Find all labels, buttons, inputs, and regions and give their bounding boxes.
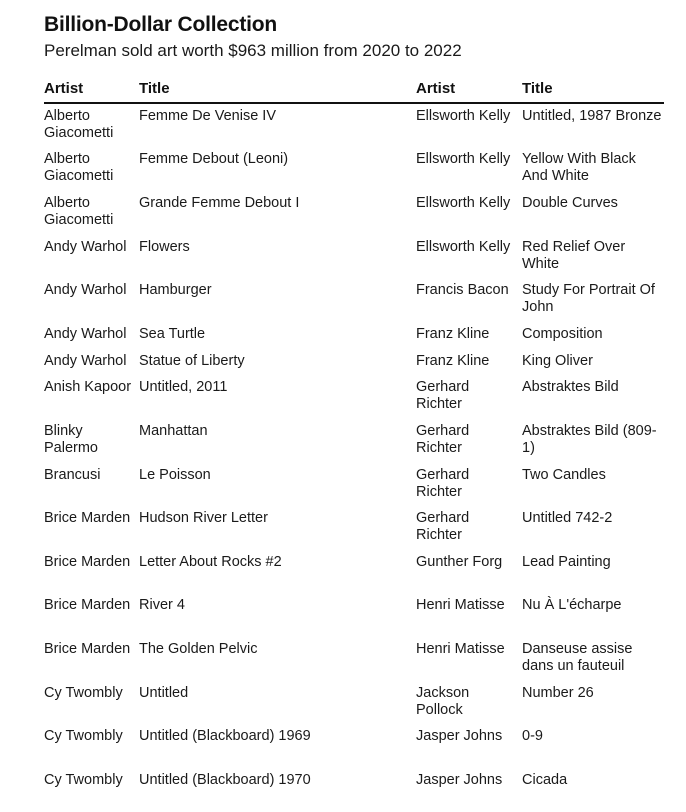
table-row (44, 772, 664, 808)
artist-cell: Franz Kline (416, 326, 490, 342)
artist-cell: Gerhard Richter (416, 467, 470, 500)
table-row (44, 151, 664, 195)
title-cell: Cicada (522, 772, 568, 788)
artist-cell: Cy Twombly (44, 685, 123, 701)
artist-cell: Alberto Giacometti (44, 195, 114, 228)
artist-cell: Andy Warhol (44, 353, 127, 369)
artist-cell: Franz Kline (416, 353, 490, 369)
artist-cell: Henri Matisse (416, 597, 505, 613)
artist-cell: Brice Marden (44, 597, 131, 613)
title-cell: Untitled, 1987 Bronze (522, 108, 662, 124)
title-cell: Statue of Liberty (139, 353, 245, 369)
table-header (44, 76, 664, 104)
title-cell: Red Relief Over White (522, 239, 626, 272)
table-row (44, 641, 664, 685)
artist-cell: Henri Matisse (416, 641, 505, 657)
artist-cell: Brice Marden (44, 510, 131, 526)
column-header-artist: Artist (44, 80, 84, 97)
artist-cell: Ellsworth Kelly (416, 195, 511, 211)
title-cell: Study For Portrait Of John (522, 282, 655, 315)
table-row (44, 510, 664, 554)
title-cell: 0-9 (522, 728, 543, 744)
table-row (44, 423, 664, 467)
artist-cell: Gerhard Richter (416, 510, 470, 543)
title-cell: Untitled (Blackboard) 1969 (139, 728, 311, 744)
title-cell: Double Curves (522, 195, 618, 211)
table-row (44, 728, 664, 772)
column-header-artist: Artist (416, 80, 456, 97)
artist-cell: Francis Bacon (416, 282, 509, 298)
artist-cell: Jasper Johns (416, 728, 503, 744)
column-header-title: Title (139, 80, 170, 97)
title-cell: Lead Painting (522, 554, 611, 570)
title-cell: Abstraktes Bild (809-1) (522, 423, 657, 456)
artist-cell: Andy Warhol (44, 282, 127, 298)
title-cell: Untitled (Blackboard) 1970 (139, 772, 311, 788)
artist-cell: Ellsworth Kelly (416, 151, 511, 167)
title-cell: Untitled 742-2 (522, 510, 613, 526)
artist-cell: Brice Marden (44, 554, 131, 570)
page (44, 12, 664, 808)
title-cell: Hudson River Letter (139, 510, 268, 526)
artist-cell: Ellsworth Kelly (416, 239, 511, 255)
title-cell: Femme Debout (Leoni) (139, 151, 289, 167)
artist-cell: Jackson Pollock (416, 685, 470, 718)
title-cell: Le Poisson (139, 467, 211, 483)
artist-cell: Andy Warhol (44, 239, 127, 255)
table-row (44, 353, 664, 379)
title-cell: The Golden Pelvic (139, 641, 258, 657)
title-cell: Flowers (139, 239, 190, 255)
title-cell: Abstraktes Bild (522, 379, 619, 395)
artist-cell: Ellsworth Kelly (416, 108, 511, 124)
title-cell: Untitled, 2011 (139, 379, 228, 395)
table-row (44, 554, 664, 597)
table-row (44, 282, 664, 326)
title-cell: Hamburger (139, 282, 212, 298)
artist-cell: Cy Twombly (44, 728, 123, 744)
page-subtitle: Perelman sold art worth $963 million from 2020 to 2022 (44, 41, 462, 60)
artist-cell: Alberto Giacometti (44, 108, 114, 141)
artist-cell: Gunther Forg (416, 554, 503, 570)
artist-cell: Gerhard Richter (416, 379, 470, 412)
artist-cell: Blinky Palermo (44, 423, 98, 456)
column-header-title: Title (522, 80, 553, 97)
artist-cell: Anish Kapoor (44, 379, 132, 395)
table-row (44, 195, 664, 239)
artist-cell: Alberto Giacometti (44, 151, 114, 184)
title-cell: Two Candles (522, 467, 606, 483)
artist-cell: Brice Marden (44, 641, 131, 657)
artist-cell: Gerhard Richter (416, 423, 470, 456)
table-body (44, 104, 664, 808)
title-cell: Danseuse assise dans un fauteuil (522, 641, 633, 674)
title-cell: Number 26 (522, 685, 594, 701)
title-cell: River 4 (139, 597, 185, 613)
table-row (44, 597, 664, 641)
title-cell: Yellow With Black And White (522, 151, 636, 184)
artist-cell: Jasper Johns (416, 772, 503, 788)
title-cell: King Oliver (522, 353, 593, 369)
title-cell: Letter About Rocks #2 (139, 554, 282, 570)
page-title: Billion-Dollar Collection (44, 13, 278, 36)
title-cell: Composition (522, 326, 603, 342)
artist-cell: Andy Warhol (44, 326, 127, 342)
table-row (44, 379, 664, 423)
title-cell: Nu À L'écharpe (522, 597, 622, 613)
table-row (44, 326, 664, 353)
artist-cell: Brancusi (44, 467, 101, 483)
table-row (44, 239, 664, 282)
artwork-table (44, 76, 664, 808)
table-row (44, 685, 664, 728)
title-cell: Grande Femme Debout I (139, 195, 300, 211)
title-cell: Untitled (139, 685, 189, 701)
title-cell: Manhattan (139, 423, 208, 439)
artist-cell: Cy Twombly (44, 772, 123, 788)
title-cell: Femme De Venise IV (139, 108, 276, 124)
title-cell: Sea Turtle (139, 326, 206, 342)
table-row (44, 108, 664, 151)
table-row (44, 467, 664, 510)
